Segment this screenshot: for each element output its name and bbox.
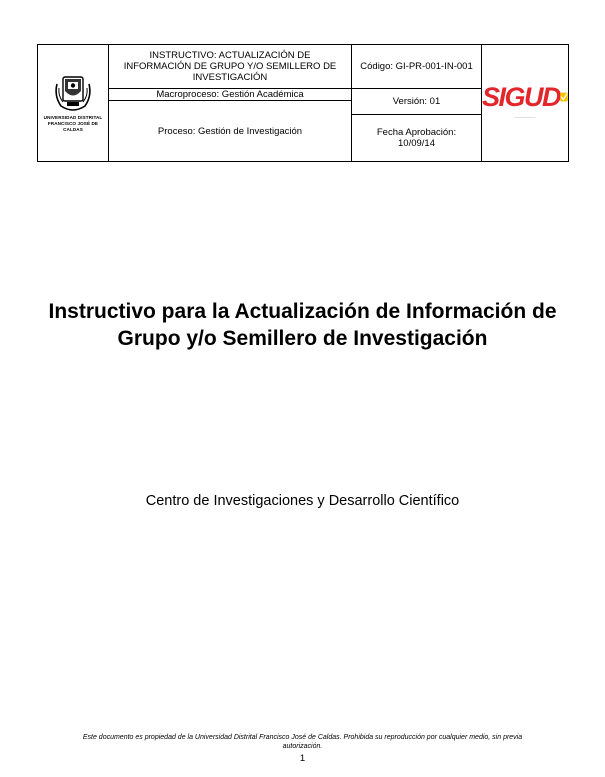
university-seal-icon: [53, 74, 93, 114]
checkmark-icon: [560, 86, 568, 108]
sigud-logo-cell: [482, 45, 569, 162]
fecha-aprobacion-label: Fecha Aprobación:: [376, 127, 457, 138]
document-header-table: [37, 44, 569, 162]
university-name-line2: FRANCISCO JOSÉ DE CALDAS: [47, 121, 99, 132]
codigo-cell: Código: GI-PR-001-IN-001: [352, 45, 482, 89]
university-name-line1: UNIVERSIDAD DISTRITAL: [43, 114, 103, 120]
fecha-aprobacion-value: 10/09/14: [398, 138, 435, 149]
instructivo-title-cell: INSTRUCTIVO: ACTUALIZACIÓN DE INFORMACIÓN DE GRUPO Y/O SEMILLERO DE INVESTIGACIÓN: [109, 45, 352, 89]
fecha-aprobacion-cell: [352, 115, 482, 162]
footer-notice: Este documento es propiedad de la Universidad Distrital Francisco José de Caldas. Prohibida su reproducción por cualquier medio, sin previa autorización.: [82, 734, 523, 750]
sigud-logo-text: SIGUD: [482, 81, 561, 112]
university-logo-cell: [38, 45, 109, 162]
proceso-cell: Proceso: Gestión de Investigación: [109, 101, 352, 162]
document-subtitle: Centro de Investigaciones y Desarrollo Científico: [145, 493, 460, 509]
page-number: 1: [299, 753, 306, 764]
document-title: Instructivo para la Actualización de Información de Grupo y/o Semillero de Investigación: [48, 300, 557, 350]
macroproceso-cell: Macroproceso: Gestión Académica: [109, 89, 352, 101]
version-cell: Versión: 01: [352, 89, 482, 115]
sigud-tagline-placeholder: ——————: [514, 114, 536, 119]
